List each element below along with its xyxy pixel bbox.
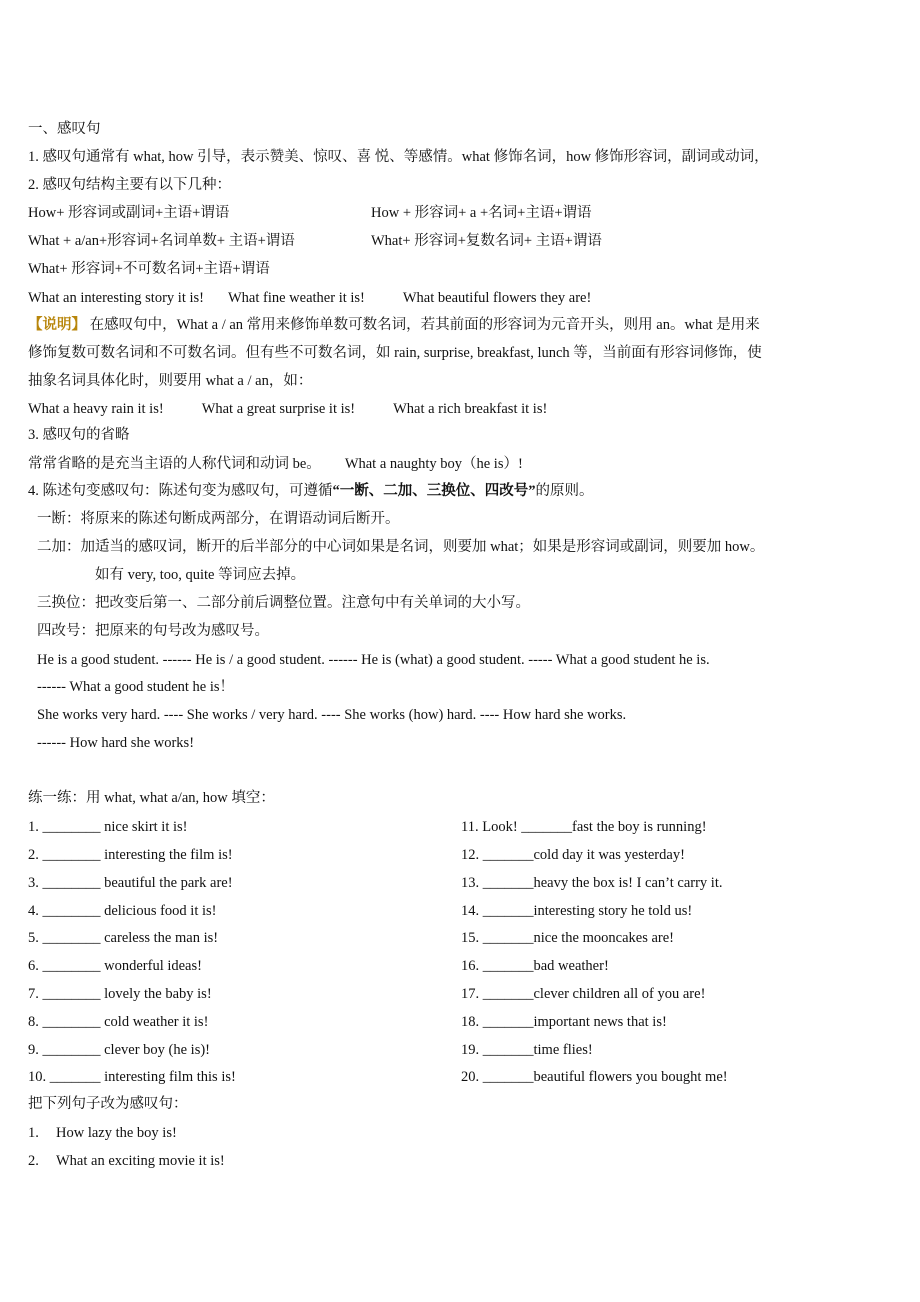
exercise2-item — [28, 1152, 225, 1170]
structure-5: What+ 形容词+不可数名词+主语+谓语 — [28, 261, 270, 277]
p4-pre: 4. 陈述句变感叹句：陈述句变为感叹句，可遵循 — [28, 483, 333, 499]
example: What a great surprise it is! — [201, 401, 356, 417]
demo-line-2: ------ What a good student he is！ — [37, 679, 235, 695]
exercise-item: 12. _______cold day it was yesterday! — [461, 847, 685, 863]
step-3: 三换位：把改变后第一、二部分前后调整位置。注意句中有关单词的大小写。 — [37, 595, 530, 611]
exercise-item: 20. _______beautiful flowers you bought me! — [461, 1069, 728, 1085]
paragraph-4 — [28, 482, 594, 500]
paragraph-2: 2. 感叹句结构主要有以下几种： — [28, 177, 231, 193]
example-line-1 — [28, 289, 591, 307]
exercise2-title: 把下列句子改为感叹句： — [28, 1096, 188, 1112]
item-text: How lazy the boy is! — [56, 1125, 177, 1141]
paragraph-1: 1. 感叹句通常有 what, how 引导，表示赞美、惊叹、喜 悦、等感情。what 修饰名词，how 修饰形容词，副词或动词， — [28, 149, 769, 165]
paragraph-3-text — [28, 455, 523, 473]
example: What a rich breakfast it is! — [393, 401, 548, 417]
exercise-item: 4. ________ delicious food it is! — [28, 903, 217, 919]
exercise-item: 7. ________ lovely the baby is! — [28, 986, 212, 1002]
exercise-item: 1. ________ nice skirt it is! — [28, 819, 188, 835]
structure-2: How + 形容词+ a +名词+主语+谓语 — [371, 205, 592, 221]
example: What beautiful flowers they are! — [402, 290, 592, 306]
exercise-item: 10. _______ interesting film this is! — [28, 1069, 236, 1085]
p4-post: 的原则。 — [535, 483, 594, 499]
exercise-item: 15. _______nice the mooncakes are! — [461, 930, 674, 946]
note-line-2: 修饰复数可数名词和不可数名词。但有些不可数名词，如 rain, surprise, breakfast, lunch 等，当前面有形容词修饰，使 — [28, 345, 762, 361]
p4-bold: “一断、二加、三换位、四改号” — [332, 483, 536, 499]
section-heading: 一、感叹句 — [28, 121, 101, 137]
exercise-item: 16. _______bad weather! — [461, 958, 609, 974]
structure-1: How+ 形容词或副词+主语+谓语 — [28, 205, 230, 221]
exercise-item: 9. ________ clever boy (he is)! — [28, 1042, 211, 1058]
exercise-item: 14. _______interesting story he told us! — [461, 903, 693, 919]
example: What an interesting story it is! — [28, 290, 204, 306]
item-text: What an exciting movie it is! — [56, 1153, 225, 1169]
note-line-1 — [28, 316, 760, 334]
demo-line-3: She works very hard. ---- She works / very hard. ---- She works (how) hard. ---- How hard she works. — [37, 707, 627, 723]
exercise-item: 18. _______important news that is! — [461, 1014, 667, 1030]
exercise-item: 6. ________ wonderful ideas! — [28, 958, 202, 974]
example: What fine weather it is! — [227, 290, 365, 306]
exercise-title: 练一练：用 what, what a/an, how 填空： — [28, 790, 275, 806]
item-number: 1. — [28, 1125, 39, 1141]
note-line-3: 抽象名词具体化时，则要用 what a / an，如： — [28, 373, 313, 389]
step-4: 四改号：把原来的句号改为感叹号。 — [37, 623, 269, 639]
example: What a heavy rain it is! — [28, 401, 164, 417]
note-label: 【说明】 — [28, 317, 86, 333]
step-2-note: 如有 very, too, quite 等词应去掉。 — [95, 567, 306, 583]
omission-example: What a naughty boy（he is）! — [344, 456, 523, 472]
item-number: 2. — [28, 1153, 39, 1169]
structure-3: What + a/an+形容词+名词单数+ 主语+谓语 — [28, 233, 295, 249]
exercise-item: 5. ________ careless the man is! — [28, 930, 219, 946]
omission-text: 常常省略的是充当主语的人称代词和动词 be。 — [28, 456, 321, 472]
step-1: 一断：将原来的陈述句断成两部分，在谓语动词后断开。 — [37, 511, 400, 527]
exercise2-item — [28, 1124, 177, 1142]
exercise-item: 13. _______heavy the box is! I can’t carry it. — [461, 875, 723, 891]
structure-4: What+ 形容词+复数名词+ 主语+谓语 — [371, 233, 602, 249]
exercise-item: 11. Look! _______fast the boy is running! — [461, 819, 707, 835]
exercise-item: 2. ________ interesting the film is! — [28, 847, 233, 863]
demo-line-4: ------ How hard she works! — [37, 735, 195, 751]
demo-line-1: He is a good student. ------ He is / a good student. ------ He is (what) a good student. ----- What a good student he is. — [37, 652, 710, 668]
exercise-item: 19. _______time flies! — [461, 1042, 593, 1058]
note-text: 在感叹句中，What a / an 常用来修饰单数可数名词，若其前面的形容词为元音开头，则用 an。what 是用来 — [86, 317, 760, 333]
exercise-item: 8. ________ cold weather it is! — [28, 1014, 209, 1030]
exercise-item: 3. ________ beautiful the park are! — [28, 875, 233, 891]
step-2: 二加：加适当的感叹词，断开的后半部分的中心词如果是名词，则要加 what；如果是形容词或副词，则要加 how。 — [37, 539, 765, 555]
paragraph-3: 3. 感叹句的省略 — [28, 427, 130, 443]
example-line-2 — [28, 400, 547, 418]
exercise-item: 17. _______clever children all of you are! — [461, 986, 706, 1002]
